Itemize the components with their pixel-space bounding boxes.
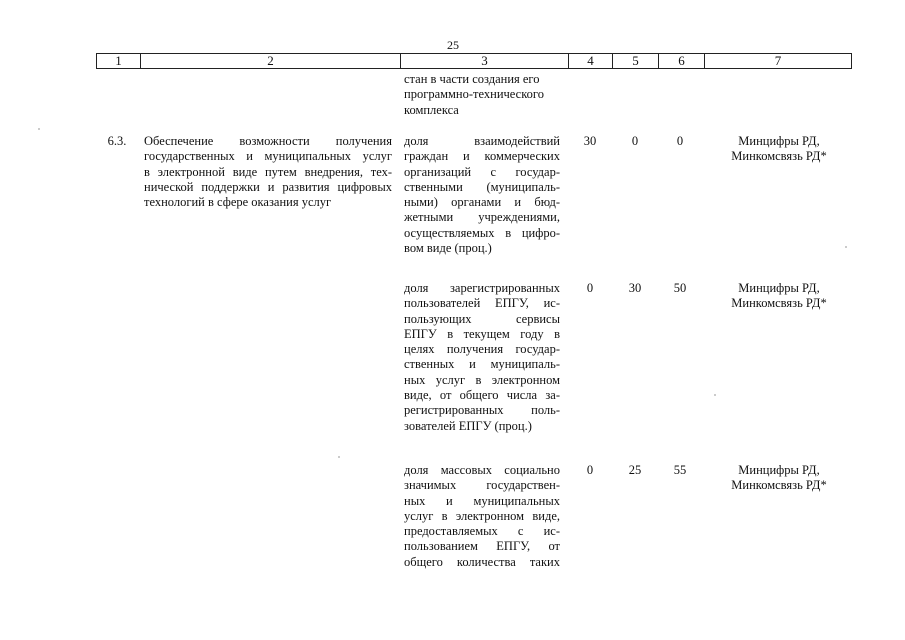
description-line: государственных и муниципальных услуг xyxy=(144,149,392,164)
page-number: 25 xyxy=(447,38,459,52)
indicator-1-executor xyxy=(705,134,853,165)
scan-speck xyxy=(845,246,847,248)
indicator-line: ЕПГУ в текущем году в xyxy=(404,326,560,341)
description-line: в электронной виде путем внедрения, тех- xyxy=(144,164,392,179)
indicator-line: зователей ЕПГУ (проц.) xyxy=(404,418,532,433)
description-line: технологий в сфере оказания услуг xyxy=(144,195,332,210)
indicator-1-col4: 30 xyxy=(583,134,597,148)
indicator-2-text xyxy=(404,281,560,434)
executor-line: Минкомсвязь РД* xyxy=(731,478,827,493)
indicator-line: пользователей ЕПГУ, ис- xyxy=(404,296,560,311)
indicator-line: ных услуг в электронном xyxy=(404,372,560,387)
indicator-line: регистрированных поль- xyxy=(404,403,560,418)
indicator-line: жетными учреждениями, xyxy=(404,210,560,225)
continuation-line: программно-технического xyxy=(404,87,544,102)
scan-speck xyxy=(38,128,40,130)
scan-speck xyxy=(714,394,716,396)
indicator-line: пользующих сервисы xyxy=(404,311,560,326)
description-line: нической поддержки и развития цифровых xyxy=(144,179,392,194)
indicator-line: виде, от общего числа за- xyxy=(404,388,560,403)
continuation-line: комплекса xyxy=(404,102,459,117)
indicator-3-col5: 25 xyxy=(628,463,642,477)
indicator-line: вом виде (проц.) xyxy=(404,241,492,256)
row-number: 6.3. xyxy=(107,134,127,148)
header-col-1: 1 xyxy=(97,54,141,69)
indicator-3-text xyxy=(404,463,560,570)
scan-speck xyxy=(338,456,340,458)
indicator-line: предоставляемых с ис- xyxy=(404,524,560,539)
indicator-line: осуществляемых в цифро- xyxy=(404,225,560,240)
indicator-line: ными) органами и бюд- xyxy=(404,195,560,210)
indicator-line: целях получения государ- xyxy=(404,342,560,357)
indicator-1-col5: 0 xyxy=(631,134,639,148)
indicator-1-text xyxy=(404,134,560,256)
column-number-header xyxy=(96,53,852,69)
header-col-3: 3 xyxy=(401,54,569,69)
indicator-line: услуг в электронном виде, xyxy=(404,508,560,523)
indicator-line: доля зарегистрированных xyxy=(404,281,560,295)
indicator-line: ных и муниципальных xyxy=(404,493,560,508)
indicator-line: ственных и муниципаль- xyxy=(404,357,560,372)
executor-line: Минцифры РД, xyxy=(738,134,820,148)
indicator-3-col6: 55 xyxy=(673,463,687,477)
indicator-line: значимых государствен- xyxy=(404,478,560,493)
header-col-2: 2 xyxy=(141,54,401,69)
indicator-2-executor xyxy=(705,281,853,312)
executor-line: Минкомсвязь РД* xyxy=(731,149,827,164)
header-col-5: 5 xyxy=(613,54,659,69)
indicator-line: пользованием ЕПГУ, от xyxy=(404,539,560,554)
indicator-line: доля массовых социально xyxy=(404,463,560,477)
indicator-2-col5: 30 xyxy=(628,281,642,295)
header-col-6: 6 xyxy=(659,54,705,69)
continuation-line: стан в части создания его xyxy=(404,72,540,86)
indicator-2-col6: 50 xyxy=(673,281,687,295)
executor-line: Минцифры РД, xyxy=(738,463,820,477)
indicator-2-col4: 0 xyxy=(586,281,594,295)
indicator-3-executor xyxy=(705,463,853,494)
row-description xyxy=(144,134,392,210)
executor-line: Минкомсвязь РД* xyxy=(731,296,827,311)
indicator-line: общего количества таких xyxy=(404,554,560,569)
header-col-4: 4 xyxy=(569,54,613,69)
continuation-text xyxy=(404,72,560,118)
header-col-7: 7 xyxy=(705,54,852,69)
indicator-3-col4: 0 xyxy=(586,463,594,477)
indicator-1-col6: 0 xyxy=(676,134,684,148)
indicator-line: организаций с государ- xyxy=(404,164,560,179)
indicator-line: ственными (муниципаль- xyxy=(404,179,560,194)
indicator-line: доля взаимодействий xyxy=(404,134,560,148)
description-line: Обеспечение возможности получения xyxy=(144,134,392,148)
executor-line: Минцифры РД, xyxy=(738,281,820,295)
indicator-line: граждан и коммерческих xyxy=(404,149,560,164)
